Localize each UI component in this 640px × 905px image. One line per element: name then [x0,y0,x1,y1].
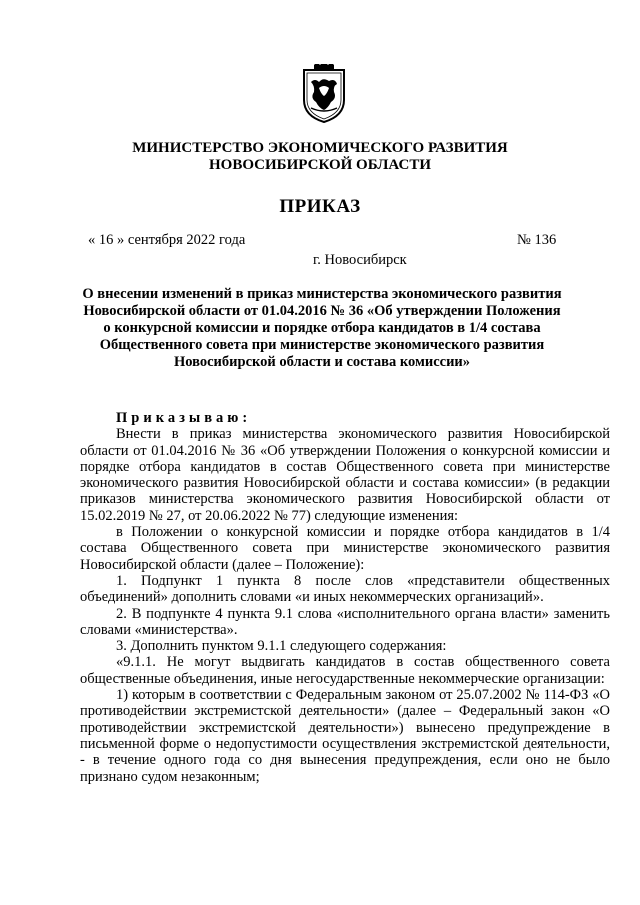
document-city: г. Новосибирск [313,252,407,268]
document-subject: О внесении изменений в приказ министерства экономического развития Новосибирской области от 01.04.2016 № 36 «Об утверждении Положения о конкурсной комиссии и порядке отбора кандидатов в 1/4 состава Общественного совета при министерстве экономического развития Новосибирской области и состава комиссии» [82,286,562,370]
body-paragraph: 3. Дополнить пунктом 9.1.1 следующего содержания: [116,638,447,655]
document-number: № 136 [517,232,557,248]
ministry-name [0,140,640,174]
document-body [80,410,610,785]
body-paragraph: 1) которым в соответствии с Федеральным законом от 25.07.2002 № 114-ФЗ «О противодействии экстремистской деятельности» (далее – Федеральный закон «О противодействии экстремистской деятельности») вынесено предупреждение в письменной форме о недопустимости осуществления экстремистской деятельности, - в течение одного года со дня вынесения предупреждения, если оно не было признано судом незаконным; [80,687,610,785]
body-paragraph: в Положении о конкурсной комиссии и порядке отбора кандидатов в 1/4 состава Общественного совета при министерстве экономического развития Новосибирской области (далее – Положение): [80,524,610,573]
ministry-line-1: МИНИСТЕРСТВО ЭКОНОМИЧЕСКОГО РАЗВИТИЯ [132,140,508,156]
document-type: ПРИКАЗ [279,196,361,217]
body-paragraph: 2. В подпункте 4 пункта 9.1 слова «исполнительного органа власти» заменить словами «министерства». [80,605,610,638]
body-paragraph: Внести в приказ министерства экономического развития Новосибирской области от 01.04.2016 № 36 «Об утверждении Положения о конкурсной комиссии и порядке отбора кандидатов в состав Общественного совета при министерстве экономического развития Новосибирской области и состава комиссии» (в редакции приказов министерства экономического развития Новосибирской области от 15.02.2019 № 27, от 20.06.2022 № 77) следующие изменения: [80,426,610,524]
body-paragraph: 1. Подпункт 1 пункта 8 после слов «представители общественных объединений» дополнить словами «и иных некоммерческих организаций». [80,572,610,606]
document-date: « 16 » сентября 2022 года [88,232,246,248]
ministry-line-2: НОВОСИБИРСКОЙ ОБЛАСТИ [208,157,432,173]
body-paragraph: «9.1.1. Не могут выдвигать кандидатов в состав общественного совета общественные объединения, иные негосударственные некоммерческие организации: [80,654,610,687]
decree-word: Приказываю: [116,410,252,426]
coat-of-arms-icon [301,64,347,124]
